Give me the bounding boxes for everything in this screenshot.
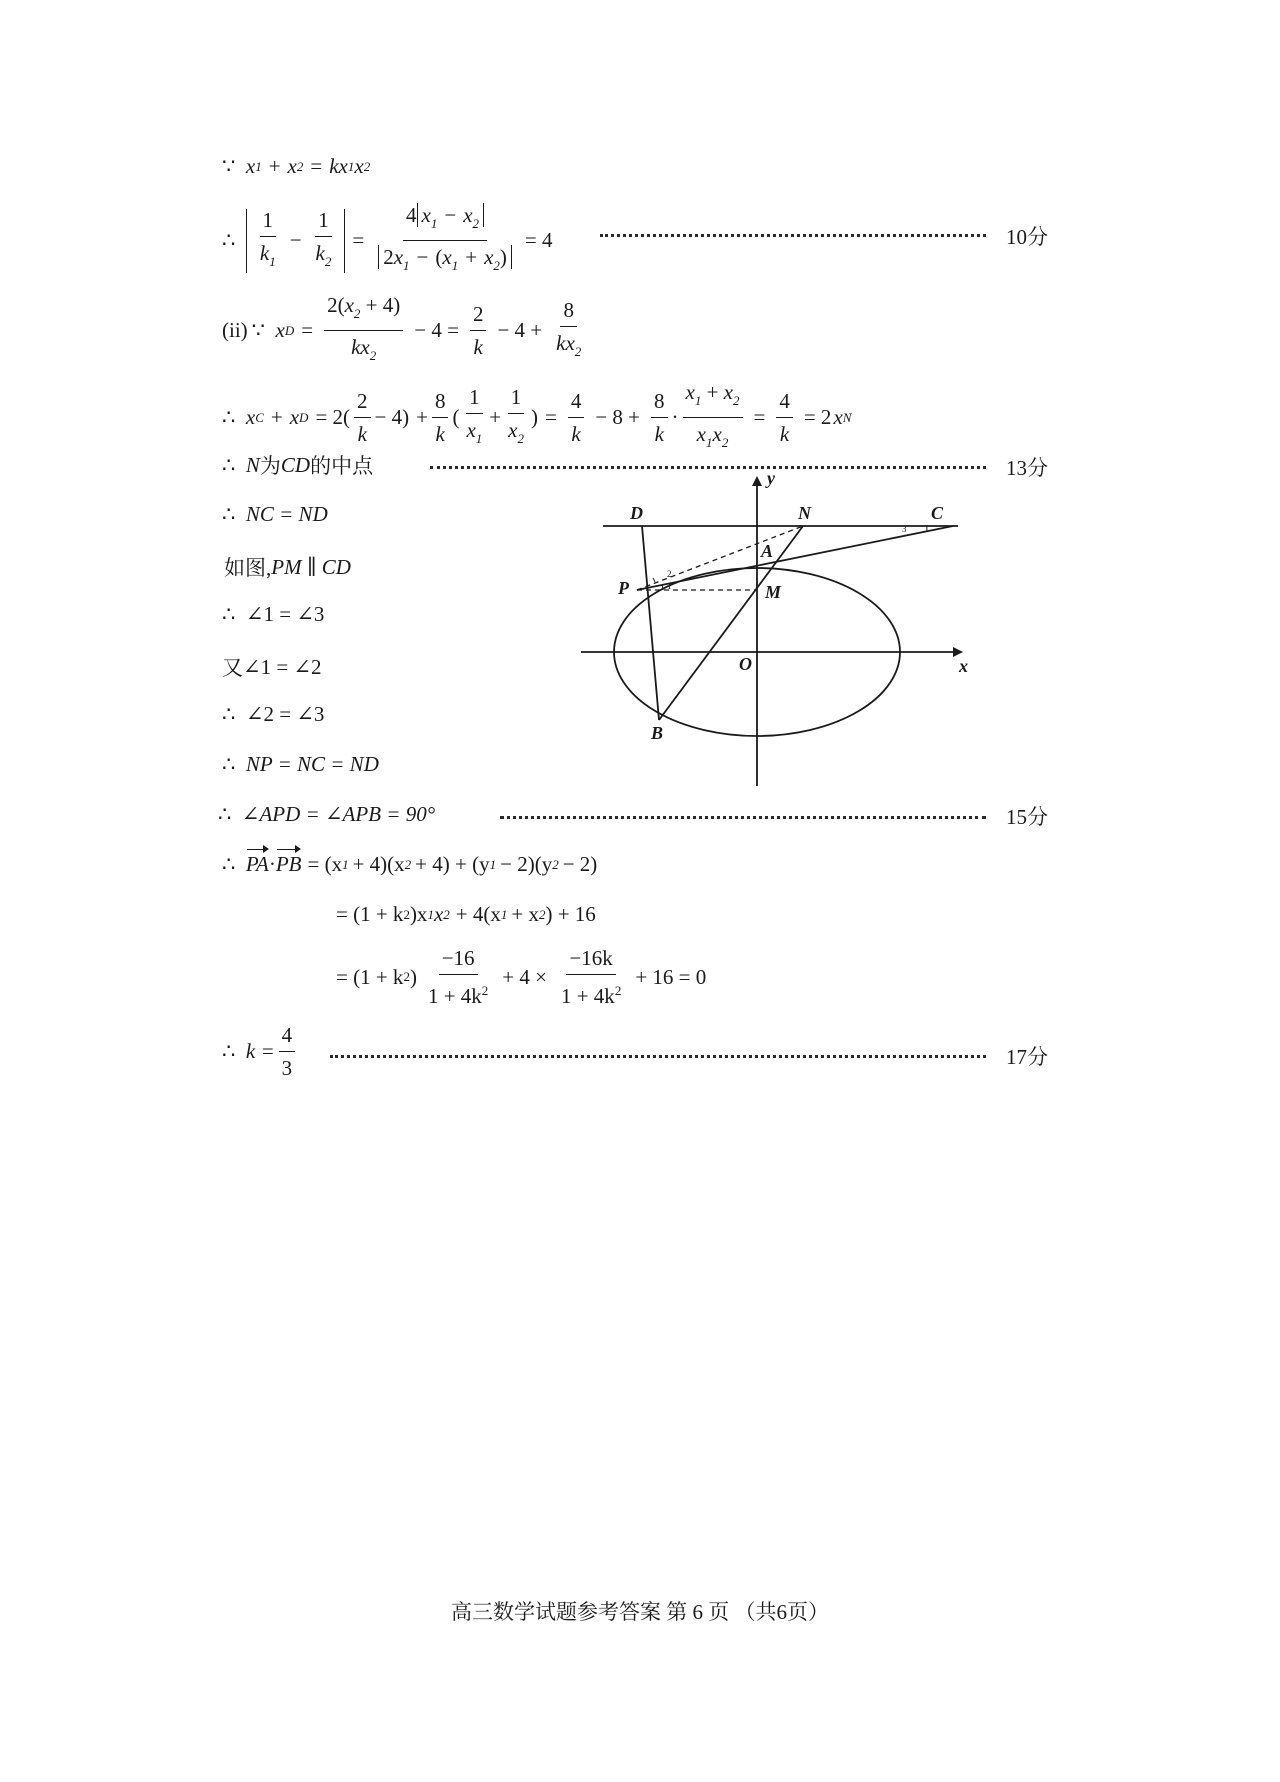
angle-mark-2 <box>653 578 655 582</box>
score-10: 10分 <box>1006 225 1048 249</box>
fraction-main: $\frac{4 x_1 - x_2}{2x_1 - (x_1 + x_2)}$ <box>375 202 515 279</box>
fraction: $\frac{8}{kx_2}$ <box>556 297 582 359</box>
label-n: N <box>798 503 811 523</box>
line-6: ∴ NC = ND <box>222 502 328 526</box>
var-x: x <box>275 318 285 342</box>
line-14: = (1 + k 2 )x 1 x 2 + 4(x 1 + x 2 ) + 16 <box>336 902 596 926</box>
label-p: P <box>618 578 629 598</box>
dotted-leader <box>500 816 986 819</box>
score-17: 17分 <box>1006 1045 1048 1069</box>
fraction: $\frac{1}{k_1}$ <box>259 207 276 269</box>
label-y: y <box>767 470 775 488</box>
label-o: O <box>739 654 752 674</box>
line-2: ∴ $\frac{1}{k_1}$ − $\frac{1}{k_2}$ = $\frac{4 x_1 - x_2}{2x_1 - (x_1 + x_2)}$ = 4 <box>222 202 552 279</box>
line-9: 又 ∠1 = ∠2 <box>222 654 322 680</box>
line-10: ∴ ∠2 = ∠3 <box>222 702 325 726</box>
var-k: k <box>329 154 339 178</box>
line-db <box>642 526 659 720</box>
text: = 2( <box>315 405 351 429</box>
label-c: C <box>931 503 944 523</box>
line-8: ∴ ∠1 = ∠3 <box>222 602 325 626</box>
angle-label-1: 1 <box>667 581 672 591</box>
line-bn <box>659 526 803 720</box>
dotted-leader <box>330 1055 986 1058</box>
because-symbol: ∵ <box>222 154 236 178</box>
dotted-leader <box>600 234 986 237</box>
line-7: 如图, PM ∥ CD <box>224 554 351 580</box>
line-15: = (1 + k 2 ) $\frac{-16}{1 + 4k^2}$ + 4 × $\frac{-16k}{1 + 4k^2}$ + 16 = 0 <box>336 946 707 1008</box>
text: − 4 = <box>414 318 459 342</box>
label-d: D <box>630 503 643 523</box>
vector-pb: PB <box>275 852 302 876</box>
line-3: (ii) ∵ x D = $\frac{2(x_2 + 4)}{kx_2}$ − 4 = $\frac{2}{k}$ − 4 + $\frac{8}{kx_2}$ <box>222 292 588 369</box>
fraction: $\frac{1}{k_2}$ <box>315 207 332 269</box>
therefore-symbol: ∴ <box>222 405 236 429</box>
var-x: x <box>245 154 256 178</box>
line-12: ∴ ∠APD = ∠APB = 90° <box>218 802 436 826</box>
line-11: ∴ NP = NC = ND <box>222 752 379 776</box>
ellipse-diagram <box>575 470 1005 790</box>
angle-label-2: 2 <box>667 569 672 579</box>
label-m: M <box>765 582 782 602</box>
result: = 4 <box>524 228 553 252</box>
page-footer: 高三数学试题参考答案 第 6 页 （共6页） <box>451 1600 829 1624</box>
label-a: A <box>761 541 774 561</box>
subscript: 2 <box>296 158 304 174</box>
line-4: ∴ x C + x D = 2( $\frac{2}{k}$ − 4) + $\frac{8}{k}$ ( $\frac{1}{x_1}$ + $\frac{1}{x_2}$ ) = $\frac{4}{k}$ − 8 + $\frac{8}{k}$ · $\frac{x_1 + x_2}{x_1x_2}$ = $\frac{4}{k}$ = 2 x N <box>222 380 852 450</box>
fraction: $\frac{2}{k}$ <box>470 301 487 360</box>
therefore-symbol: ∴ <box>222 228 236 252</box>
vector-pa: PA <box>245 852 269 876</box>
line-16: ∴ k = $\frac{4}{3}$ <box>222 1022 299 1081</box>
abs-value: $\frac{1}{k_1}$ − $\frac{1}{k_2}$ <box>246 209 346 273</box>
line-13: ∴ PA · PB = (x 1 + 4)(x 2 + 4) + (y 1 − 2)(y 2 − 2) <box>222 852 598 876</box>
score-13: 13分 <box>1006 456 1048 480</box>
score-15: 15分 <box>1006 805 1048 829</box>
dotted-leader <box>430 466 986 469</box>
y-axis-arrow <box>752 476 762 486</box>
text: − 4 + <box>497 318 543 342</box>
line-1: ∵ x 1 + x 2 = k x 1 x 2 <box>222 154 371 178</box>
label-x: x <box>959 656 968 676</box>
var-x: x <box>287 154 297 178</box>
line-5: ∴ N 为 CD 的中点 <box>222 452 374 478</box>
var-x: x <box>338 154 348 178</box>
label-b: B <box>651 723 664 743</box>
angle-label-3: 3 <box>902 524 907 534</box>
line-pn-dashed <box>637 526 803 590</box>
fraction: $\frac{2(x_2 + 4)}{kx_2}$ <box>324 292 403 369</box>
subscript: 1 <box>255 158 262 174</box>
part-label: (ii) <box>222 318 248 342</box>
because-symbol: ∵ <box>251 318 266 342</box>
